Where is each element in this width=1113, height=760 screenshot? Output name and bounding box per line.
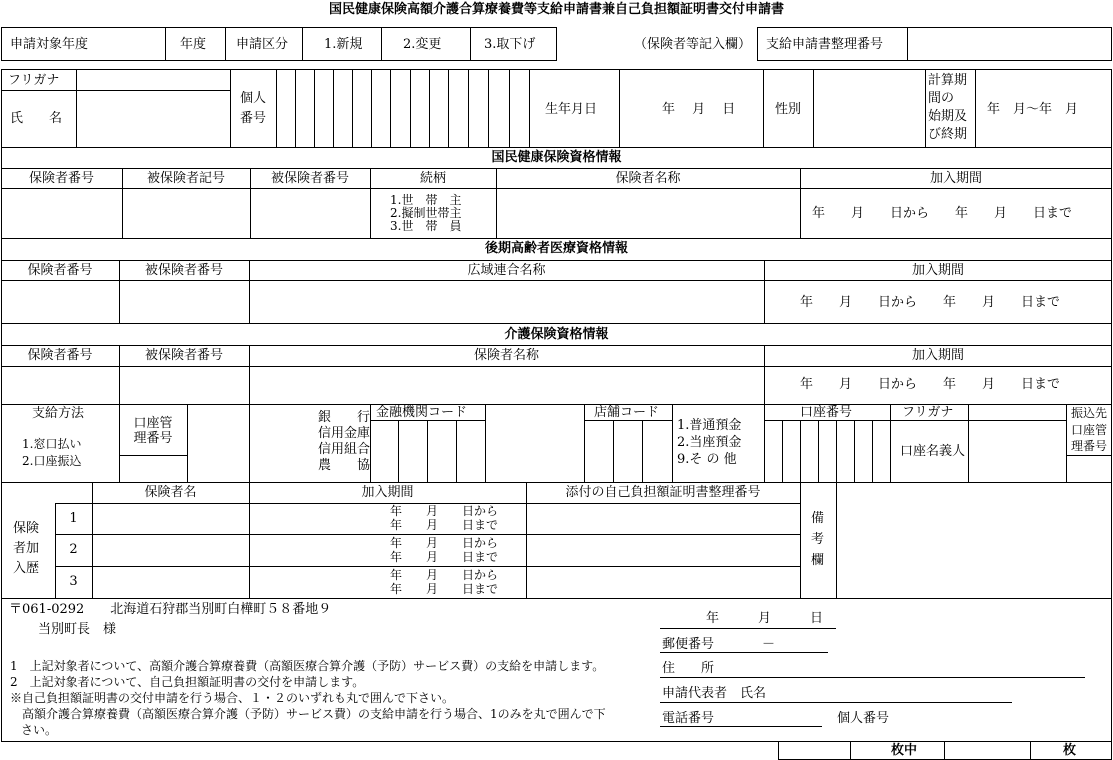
birth-date-label: 生年月日 (545, 102, 598, 117)
kouki-col-insurer-no: 保険者番号 (27, 263, 93, 278)
kouki-period-value[interactable]: 年 月 日から 年 月 日まで (800, 295, 1061, 310)
birth-date-value[interactable]: 年 月 日 (662, 102, 736, 117)
kokuho-col-insurer-no: 保険者番号 (28, 171, 94, 186)
transfer-mgmt-label-2: 口座管 (1071, 423, 1108, 437)
kouki-col-insured-no: 被保険者番号 (144, 263, 223, 278)
sheet-of-label: 枚中 (891, 743, 918, 758)
calc-period-label-4: び終期 (928, 127, 968, 142)
sheet-count-box (778, 742, 1112, 760)
branch-code-label: 店舗コード (594, 405, 660, 420)
account-number-label: 口座番号 (800, 405, 853, 420)
kaigo-col-period: 加入期間 (911, 348, 964, 363)
personal-number-label-2: 番号 (239, 111, 266, 126)
kokuho-relation-1[interactable]: 1.世 帯 主 (390, 193, 462, 207)
applicant-name-label: 申請代表者 氏名 (662, 686, 767, 701)
remarks-input[interactable] (837, 483, 1111, 597)
kokuho-col-insured-no: 被保険者番号 (270, 171, 349, 186)
kokuho-period-value[interactable]: 年 月 日から 年 月 日まで (812, 206, 1073, 221)
history-side-label-2: 者加 (13, 541, 40, 556)
note-2: 2 上記対象者について、自己負担額証明書の交付を申請します。 (10, 675, 365, 689)
kaigo-col-insurer-name: 保険者名称 (473, 348, 539, 363)
name-input[interactable] (77, 91, 229, 146)
account-holder-label: 口座名義人 (900, 444, 966, 459)
history-col-cert-no: 添付の自己負担額証明書整理番号 (565, 485, 761, 500)
furigana-input[interactable] (77, 70, 229, 90)
history-side-label-1: 保険 (13, 521, 40, 536)
account-mgmt-label-1: 口座管 (133, 416, 173, 431)
bank-code-label: 金融機関コード (376, 405, 468, 420)
transfer-mgmt-label-1: 振込先 (1071, 406, 1108, 420)
office-address: 〒061-0292 北海道石狩郡当別町白樺町５８番地９ (9, 602, 332, 617)
note-3: ※自己負担額証明書の交付申請を行う場合、１・２のいずれも丸で囲んで下さい。 (10, 691, 455, 705)
kaigo-period-value[interactable]: 年 月 日から 年 月 日まで (800, 377, 1061, 392)
kokuho-col-relation: 続柄 (419, 171, 446, 186)
insurer-note: （保険者等記入欄） (634, 37, 752, 52)
history-row-from[interactable]: 年 月 日から (390, 568, 499, 582)
remarks-label-1: 備 (811, 511, 825, 526)
remarks-label-2: 考 (811, 532, 825, 547)
history-row-number: 2 (69, 542, 78, 557)
category-option-change[interactable]: 2.変更 (403, 37, 442, 52)
kouki-col-period: 加入期間 (911, 263, 964, 278)
sex-input[interactable] (814, 70, 924, 146)
furigana-label: フリガナ (8, 73, 60, 88)
kokuho-section-title: 国民健康保険資格情報 (491, 150, 622, 165)
personal-number-label-1: 個人 (239, 91, 266, 106)
phone-label: 電話番号 (662, 711, 715, 726)
account-mgmt-label-2: 理番号 (133, 431, 173, 446)
kokuho-col-symbol: 被保険者記号 (146, 171, 225, 186)
sheets-label: 枚 (1063, 743, 1077, 758)
target-year-label: 申請対象年度 (10, 37, 89, 52)
kaigo-col-insurer-no: 保険者番号 (27, 348, 93, 363)
history-col-period: 加入期間 (361, 485, 414, 500)
calc-period-label-2: 間の (928, 91, 955, 106)
payment-method-window[interactable]: 1.窓口払い (22, 437, 82, 451)
calc-period-label-3: 始期及 (928, 109, 968, 124)
history-row-number: 1 (69, 511, 78, 526)
remarks-label-3: 欄 (811, 553, 825, 568)
category-option-withdraw[interactable]: 3.取下げ (484, 37, 536, 52)
payment-method-transfer[interactable]: 2.口座振込 (22, 454, 82, 468)
note-5: さい。 (21, 723, 58, 737)
postal-code-dash: － (762, 637, 776, 652)
page-title: 国民健康保険高額介護合算療養費等支給申請書兼自己負担額証明書交付申請書 (328, 2, 784, 17)
history-row-number: 3 (69, 574, 78, 589)
doc-number-label: 支給申請書整理番号 (766, 37, 884, 52)
note-1: 1 上記対象者について、高額介護合算療養費（高額医療合算介護（予防）サービス費）の支給を申請します。 (10, 659, 605, 673)
applicant-address-label: 住 所 (662, 661, 715, 676)
kaigo-section-title: 介護保険資格情報 (504, 327, 609, 342)
category-label: 申請区分 (236, 37, 289, 52)
account-holder-input[interactable] (969, 421, 1065, 481)
history-row-from[interactable]: 年 月 日から (390, 536, 499, 550)
history-side-label-3: 入歴 (13, 561, 40, 576)
doc-number-input[interactable] (908, 28, 1111, 60)
bank-type-options[interactable]: 銀 行 信用金庫 信用組合 農 協 (317, 410, 370, 473)
deposit-other[interactable]: 9.そ の 他 (677, 452, 737, 467)
history-row-to[interactable]: 年 月 日まで (390, 518, 499, 532)
deposit-current[interactable]: 2.当座預金 (677, 435, 742, 450)
kouki-section-title: 後期高齢者医療資格情報 (484, 241, 628, 256)
kokuho-col-insurer-name: 保険者名称 (615, 171, 681, 186)
name-label: 氏 名 (10, 111, 63, 126)
holder-furigana-label: フリガナ (902, 405, 954, 420)
history-col-insurer: 保険者名 (144, 485, 197, 500)
category-option-new[interactable]: 1.新規 (324, 37, 363, 52)
calc-period-value[interactable]: 年 月～年 月 (987, 102, 1079, 117)
applicant-personal-number-label: 個人番号 (837, 711, 890, 726)
deposit-ordinary[interactable]: 1.普通預金 (677, 418, 742, 433)
sex-label: 性別 (775, 102, 802, 117)
note-4: 高額介護合算療養費（高額医療合算介護（予防）サービス費）の支給申請を行う場合、1のみを丸で囲んで下 (10, 707, 606, 721)
postal-code-label: 郵便番号 (662, 637, 715, 652)
application-date[interactable]: 年 月 日 (706, 611, 824, 626)
history-row-to[interactable]: 年 月 日まで (390, 582, 499, 596)
calc-period-label-1: 計算期 (928, 73, 968, 88)
history-row-from[interactable]: 年 月 日から (390, 504, 499, 518)
kokuho-relation-3[interactable]: 3.世 帯 員 (390, 219, 462, 233)
kokuho-relation-2[interactable]: 2.擬制世帯主 (390, 206, 462, 220)
target-year-unit: 年度 (180, 37, 207, 52)
transfer-mgmt-label-3: 理番号 (1071, 439, 1108, 453)
kaigo-col-insured-no: 被保険者番号 (144, 348, 223, 363)
payment-method-label: 支給方法 (32, 406, 85, 421)
history-row-to[interactable]: 年 月 日まで (390, 550, 499, 564)
kokuho-col-period: 加入期間 (929, 171, 982, 186)
kouki-col-union-name: 広域連合名称 (467, 263, 546, 278)
recipient: 当別町長 様 (38, 622, 117, 637)
